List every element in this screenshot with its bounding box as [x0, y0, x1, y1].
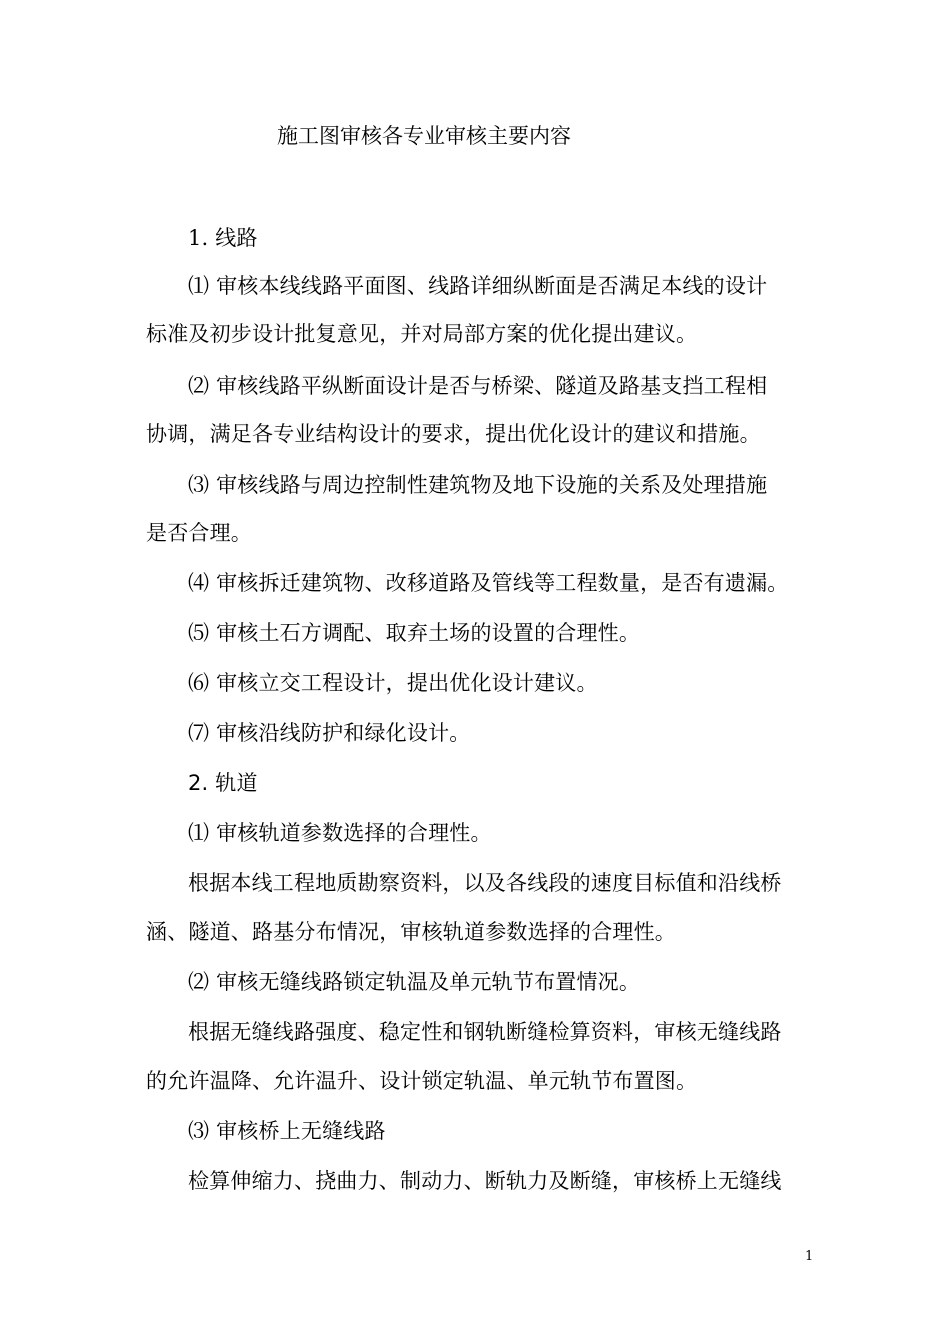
paragraph-line: ⑶ 审核线路与周边控制性建筑物及地下设施的关系及处理措施 — [188, 473, 768, 497]
paragraph-line: ⑴ 审核本线线路平面图、线路详细纵断面是否满足本线的设计 — [188, 274, 768, 298]
paragraph-line: 涵、隧道、路基分布情况，审核轨道参数选择的合理性。 — [146, 920, 676, 944]
paragraph-line: 根据无缝线路强度、稳定性和钢轨断缝检算资料，审核无缝线路 — [188, 1020, 782, 1044]
document-title: 施工图审核各专业审核主要内容 — [277, 124, 571, 148]
paragraph-line: ⑵ 审核无缝线路锁定轨温及单元轨节布置情况。 — [188, 970, 641, 994]
section-heading-1: 1. 线路 — [188, 226, 258, 250]
paragraph-line: 根据本线工程地质勘察资料，以及各线段的速度目标值和沿线桥 — [188, 871, 782, 895]
paragraph-line: 协调，满足各专业结构设计的要求，提出优化设计的建议和措施。 — [146, 422, 761, 446]
paragraph-line: ⑸ 审核土石方调配、取弃土场的设置的合理性。 — [188, 621, 641, 645]
paragraph-line: ⑵ 审核线路平纵断面设计是否与桥梁、隧道及路基支挡工程相 — [188, 374, 768, 398]
paragraph-line: ⑺ 审核沿线防护和绿化设计。 — [188, 721, 471, 745]
paragraph-line: ⑷ 审核拆迁建筑物、改移道路及管线等工程数量，是否有遗漏。 — [188, 571, 789, 595]
page-number: 1 — [805, 1249, 814, 1264]
paragraph-line: 检算伸缩力、挠曲力、制动力、断轨力及断缝，审核桥上无缝线 — [188, 1169, 782, 1193]
paragraph-line: ⑹ 审核立交工程设计，提出优化设计建议。 — [188, 671, 598, 695]
paragraph-line: ⑴ 审核轨道参数选择的合理性。 — [188, 821, 492, 845]
paragraph-line: 是否合理。 — [146, 521, 252, 545]
paragraph-line: 的允许温降、允许温升、设计锁定轨温、单元轨节布置图。 — [146, 1069, 698, 1093]
paragraph-line: 标准及初步设计批复意见，并对局部方案的优化提出建议。 — [146, 322, 698, 346]
paragraph-line: ⑶ 审核桥上无缝线路 — [188, 1119, 386, 1143]
section-heading-2: 2. 轨道 — [188, 771, 258, 795]
